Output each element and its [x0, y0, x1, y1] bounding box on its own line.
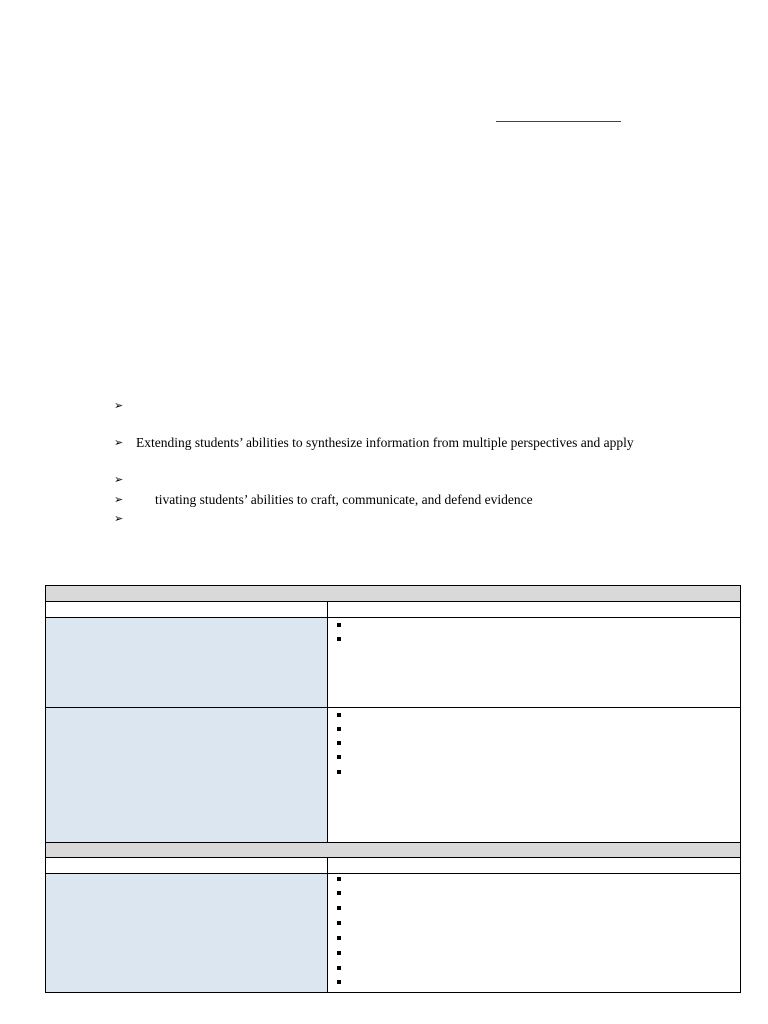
- column-header-left: [46, 858, 328, 873]
- row-label-cell: [46, 874, 328, 992]
- square-bullet-icon: [337, 713, 341, 717]
- hyperlink-underline[interactable]: [496, 121, 621, 122]
- arrow-bullet-icon: ➢: [114, 494, 124, 506]
- table-row: [46, 708, 740, 843]
- square-bullet-icon: [337, 951, 341, 955]
- square-bullet-icon: [337, 770, 341, 774]
- column-header-right: [328, 602, 740, 617]
- column-header-row: [46, 858, 740, 874]
- square-bullet-icon: [337, 966, 341, 970]
- row-bullets-cell: [328, 874, 740, 992]
- bullet-item: [114, 510, 734, 528]
- square-bullet-icon: [337, 755, 341, 759]
- bullet-item: [114, 397, 734, 415]
- standards-table: [45, 585, 741, 993]
- section-header-band: [46, 586, 740, 602]
- square-bullet-icon: [337, 980, 341, 984]
- table-row: [46, 618, 740, 708]
- column-header-row: [46, 602, 740, 618]
- table-row: [46, 874, 740, 992]
- arrow-bullet-icon: ➢: [114, 513, 124, 525]
- square-bullet-icon: [337, 727, 341, 731]
- bullet-text: tivating students’ abilities to craft, communicate, and defend evidence: [155, 492, 533, 507]
- arrow-bullet-icon: ➢: [114, 400, 124, 412]
- square-bullet-icon: [337, 936, 341, 940]
- column-header-right: [328, 858, 740, 873]
- row-bullets-cell: [328, 708, 740, 842]
- square-bullet-icon: [337, 906, 341, 910]
- square-bullet-icon: [337, 637, 341, 641]
- square-bullet-icon: [337, 891, 341, 895]
- square-bullet-icon: [337, 877, 341, 881]
- row-bullets-cell: [328, 618, 740, 707]
- column-header-left: [46, 602, 328, 617]
- square-bullet-icon: [337, 921, 341, 925]
- square-bullet-icon: [337, 623, 341, 627]
- bullet-item: [114, 471, 734, 489]
- bullet-item: [114, 434, 734, 452]
- bullet-item: [114, 491, 734, 509]
- row-label-cell: [46, 708, 328, 842]
- section-header-band: [46, 843, 740, 858]
- arrow-bullet-icon: ➢: [114, 474, 124, 486]
- bullet-text: Extending students’ abilities to synthesize information from multiple perspectives and apply: [136, 435, 634, 450]
- square-bullet-icon: [337, 741, 341, 745]
- arrow-bullet-icon: ➢: [114, 437, 124, 449]
- row-label-cell: [46, 618, 328, 707]
